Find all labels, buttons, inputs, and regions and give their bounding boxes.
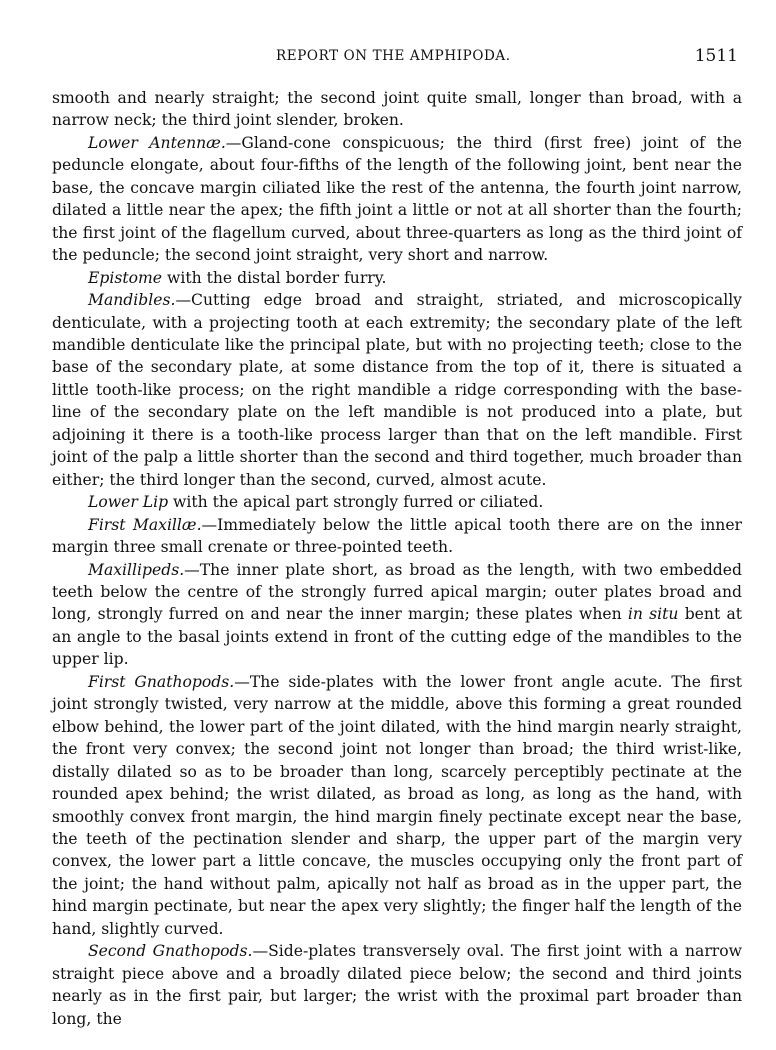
paragraph-epistome: [52, 267, 742, 289]
paragraph-text: bent at an angle to the basal joints extend in front of the cutting edge of the mandibles to the upper lip.: [52, 605, 743, 669]
paragraph-term: Epistome: [88, 268, 163, 287]
paragraph-lower-antennae: [52, 132, 742, 267]
paragraph-text: —Side-plates transversely oval. The first joint with a narrow straight piece above and a broadly dilated piece below; the second and third joints nearly as in the first pair, but larger; the wrist with the proximal part broader than long, the: [52, 942, 742, 1028]
paragraph-text: with the distal border furry.: [162, 268, 387, 287]
paragraph-text: —Cutting edge broad and straight, striated, and microscopically denticulate, with a projecting tooth at each extremity; the secondary plate of the left mandible denticulate like the principal plate, but with no projecting teeth; close to the base of the secondary plate, at some distance from the top of it, there is situated a little tooth-like process; on the right mandible a ridge corresponding with the base-line of the secondary plate on the left mandible is not produced into a plate, but adjoining it there is a tooth-like process larger than that on the left mandible. First joint of the palp a little shorter than the second and third together, much broader than either; the third longer than the second, curved, almost acute.: [52, 291, 742, 489]
paragraph-maxillipeds: [52, 559, 742, 671]
paragraph-first-maxillae: [52, 514, 742, 559]
paragraph-term: Lower Lip: [88, 493, 169, 512]
paragraph-term: First Gnathopods.: [88, 672, 235, 691]
paragraph-term: Mandibles.: [88, 291, 176, 310]
paragraph-term: First Maxillæ.: [88, 515, 202, 534]
paragraph-term: Maxillipeds.: [88, 560, 185, 579]
paragraph-term: Second Gnathopods.: [88, 942, 253, 961]
paragraph-emphasis: in situ: [627, 605, 679, 624]
paragraph-lower-lip: [52, 491, 742, 513]
page-number: 1511: [694, 46, 738, 66]
running-title: REPORT ON THE AMPHIPODA.: [276, 48, 511, 64]
page-header: [0, 46, 776, 70]
paragraph-continuation: [52, 87, 742, 132]
paragraph-text: —Gland-cone conspicuous; the third (first free) joint of the peduncle elongate, about four-fifths of the length of the following joint, bent near the base, the concave margin ciliated like the rest of the antenna, the fourth joint narrow, dilated a little near the apex; the fifth joint a little or not at all shorter than the fourth; the first joint of the flagellum curved, about three-quarters as long as the third joint of the peduncle; the second joint straight, very short and narrow.: [52, 133, 742, 265]
paragraph-text: —Immediately below the little apical tooth there are on the inner margin three small crenate or three-pointed teeth.: [52, 515, 743, 557]
paragraph-text: —The side-plates with the lower front angle acute. The first joint strongly twisted, very narrow at the middle, above this forming a great rounded elbow behind, the lower part of the joint dilated, with the hind margin nearly straight, the front very convex; the second joint not longer than broad; the third wrist-like, distally dilated so as to be broader than long, scarcely perceptibly pectinate at the rounded apex behind; the wrist dilated, as broad as long, as long as the hand, with smoothly convex front margin, the hind margin finely pectinate except near the base, the teeth of the pectination slender and sharp, the upper part of the margin very convex, the lower part a little concave, the muscles occupying only the front part of the joint; the hand without palm, apically not half as broad as in the upper part, the hind margin pectinate, but near the apex very slightly; the finger half the length of the hand, slightly curved.: [52, 672, 742, 938]
paragraph-term: Lower Antennæ.: [88, 133, 226, 152]
paragraph-mandibles: [52, 289, 742, 491]
paragraph-second-gnathopods: [52, 940, 742, 1030]
paragraph-text: —The inner plate short, as broad as the length, with two embedded teeth below the centre of the strongly furred apical margin; outer plates broad and long, strongly furred on and near the inner margin; these plates when: [52, 560, 742, 624]
paragraph-text: smooth and nearly straight; the second joint quite small, longer than broad, with a narrow neck; the third joint slender, broken.: [52, 89, 742, 130]
body-text: [52, 87, 742, 1030]
paragraph-first-gnathopods: [52, 671, 742, 940]
paragraph-text: with the apical part strongly furred or ciliated.: [168, 493, 544, 512]
